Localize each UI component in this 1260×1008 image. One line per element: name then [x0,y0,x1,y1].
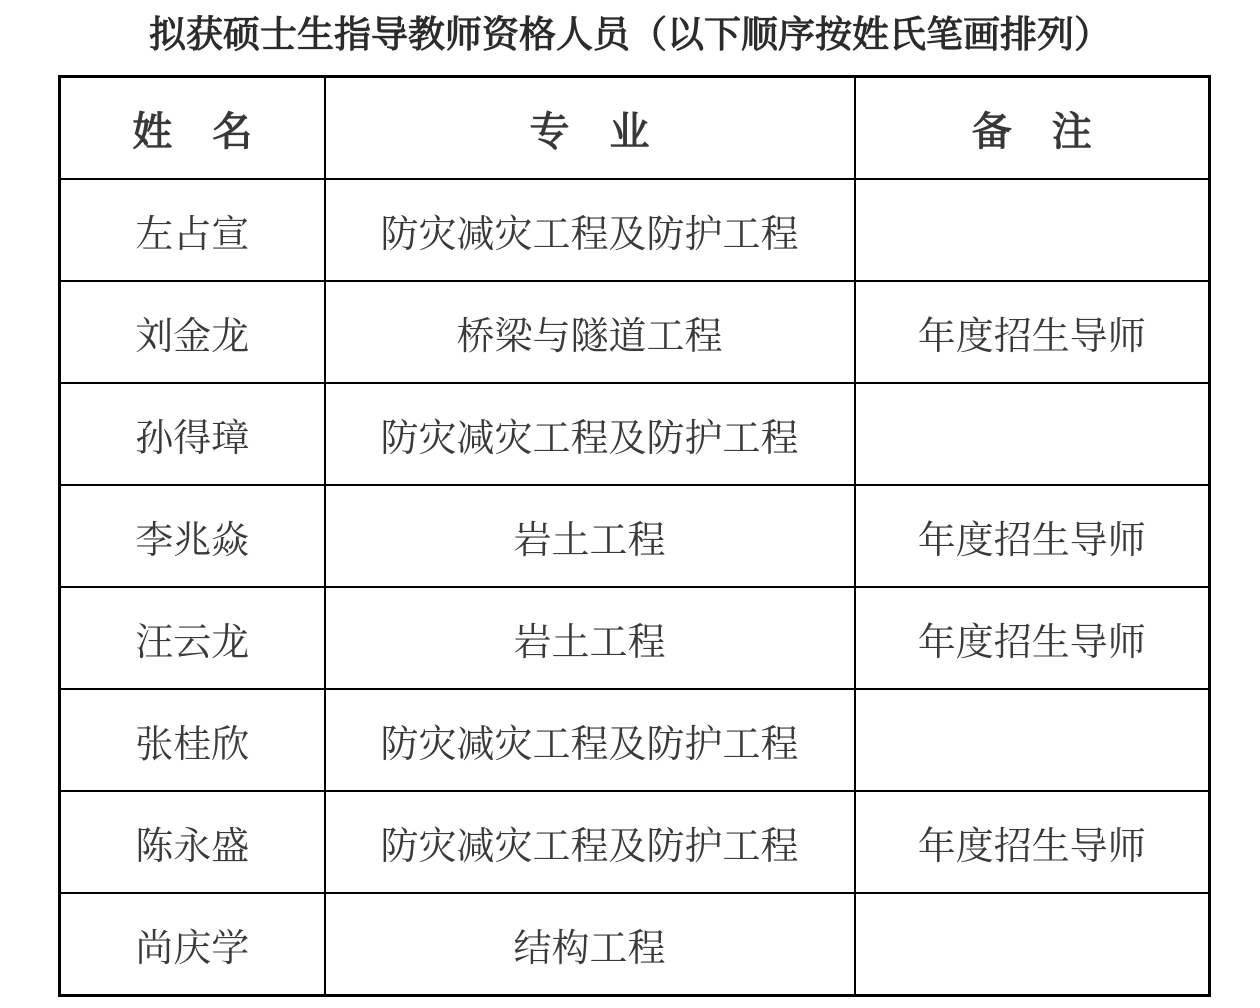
cell-name: 张桂欣 [60,689,325,791]
cell-major: 防灾减灾工程及防护工程 [325,689,855,791]
faculty-table [58,75,1211,997]
table-row [60,383,1210,485]
table-row [60,281,1210,383]
header-row [60,77,1210,180]
header-major: 专 业 [325,77,855,180]
cell-name: 孙得璋 [60,383,325,485]
cell-remark: 年度招生导师 [855,485,1210,587]
cell-remark: 年度招生导师 [855,281,1210,383]
cell-remark [855,383,1210,485]
table-row [60,689,1210,791]
cell-major: 结构工程 [325,893,855,996]
cell-remark [855,689,1210,791]
cell-major: 岩土工程 [325,485,855,587]
cell-remark: 年度招生导师 [855,587,1210,689]
cell-major: 桥梁与隧道工程 [325,281,855,383]
cell-name: 汪云龙 [60,587,325,689]
cell-major: 防灾减灾工程及防护工程 [325,179,855,281]
header-name: 姓 名 [60,77,325,180]
cell-name: 刘金龙 [60,281,325,383]
cell-major: 岩土工程 [325,587,855,689]
cell-name: 尚庆学 [60,893,325,996]
cell-remark [855,893,1210,996]
cell-major: 防灾减灾工程及防护工程 [325,383,855,485]
cell-remark [855,179,1210,281]
table-row [60,179,1210,281]
cell-name: 李兆焱 [60,485,325,587]
table-row [60,485,1210,587]
table-row [60,587,1210,689]
header-remark: 备 注 [855,77,1210,180]
table-row [60,791,1210,893]
cell-remark: 年度招生导师 [855,791,1210,893]
page-title: 拟获硕士生指导教师资格人员（以下顺序按姓氏笔画排列） [149,12,1111,56]
cell-name: 陈永盛 [60,791,325,893]
cell-major: 防灾减灾工程及防护工程 [325,791,855,893]
table-row [60,893,1210,996]
cell-name: 左占宣 [60,179,325,281]
